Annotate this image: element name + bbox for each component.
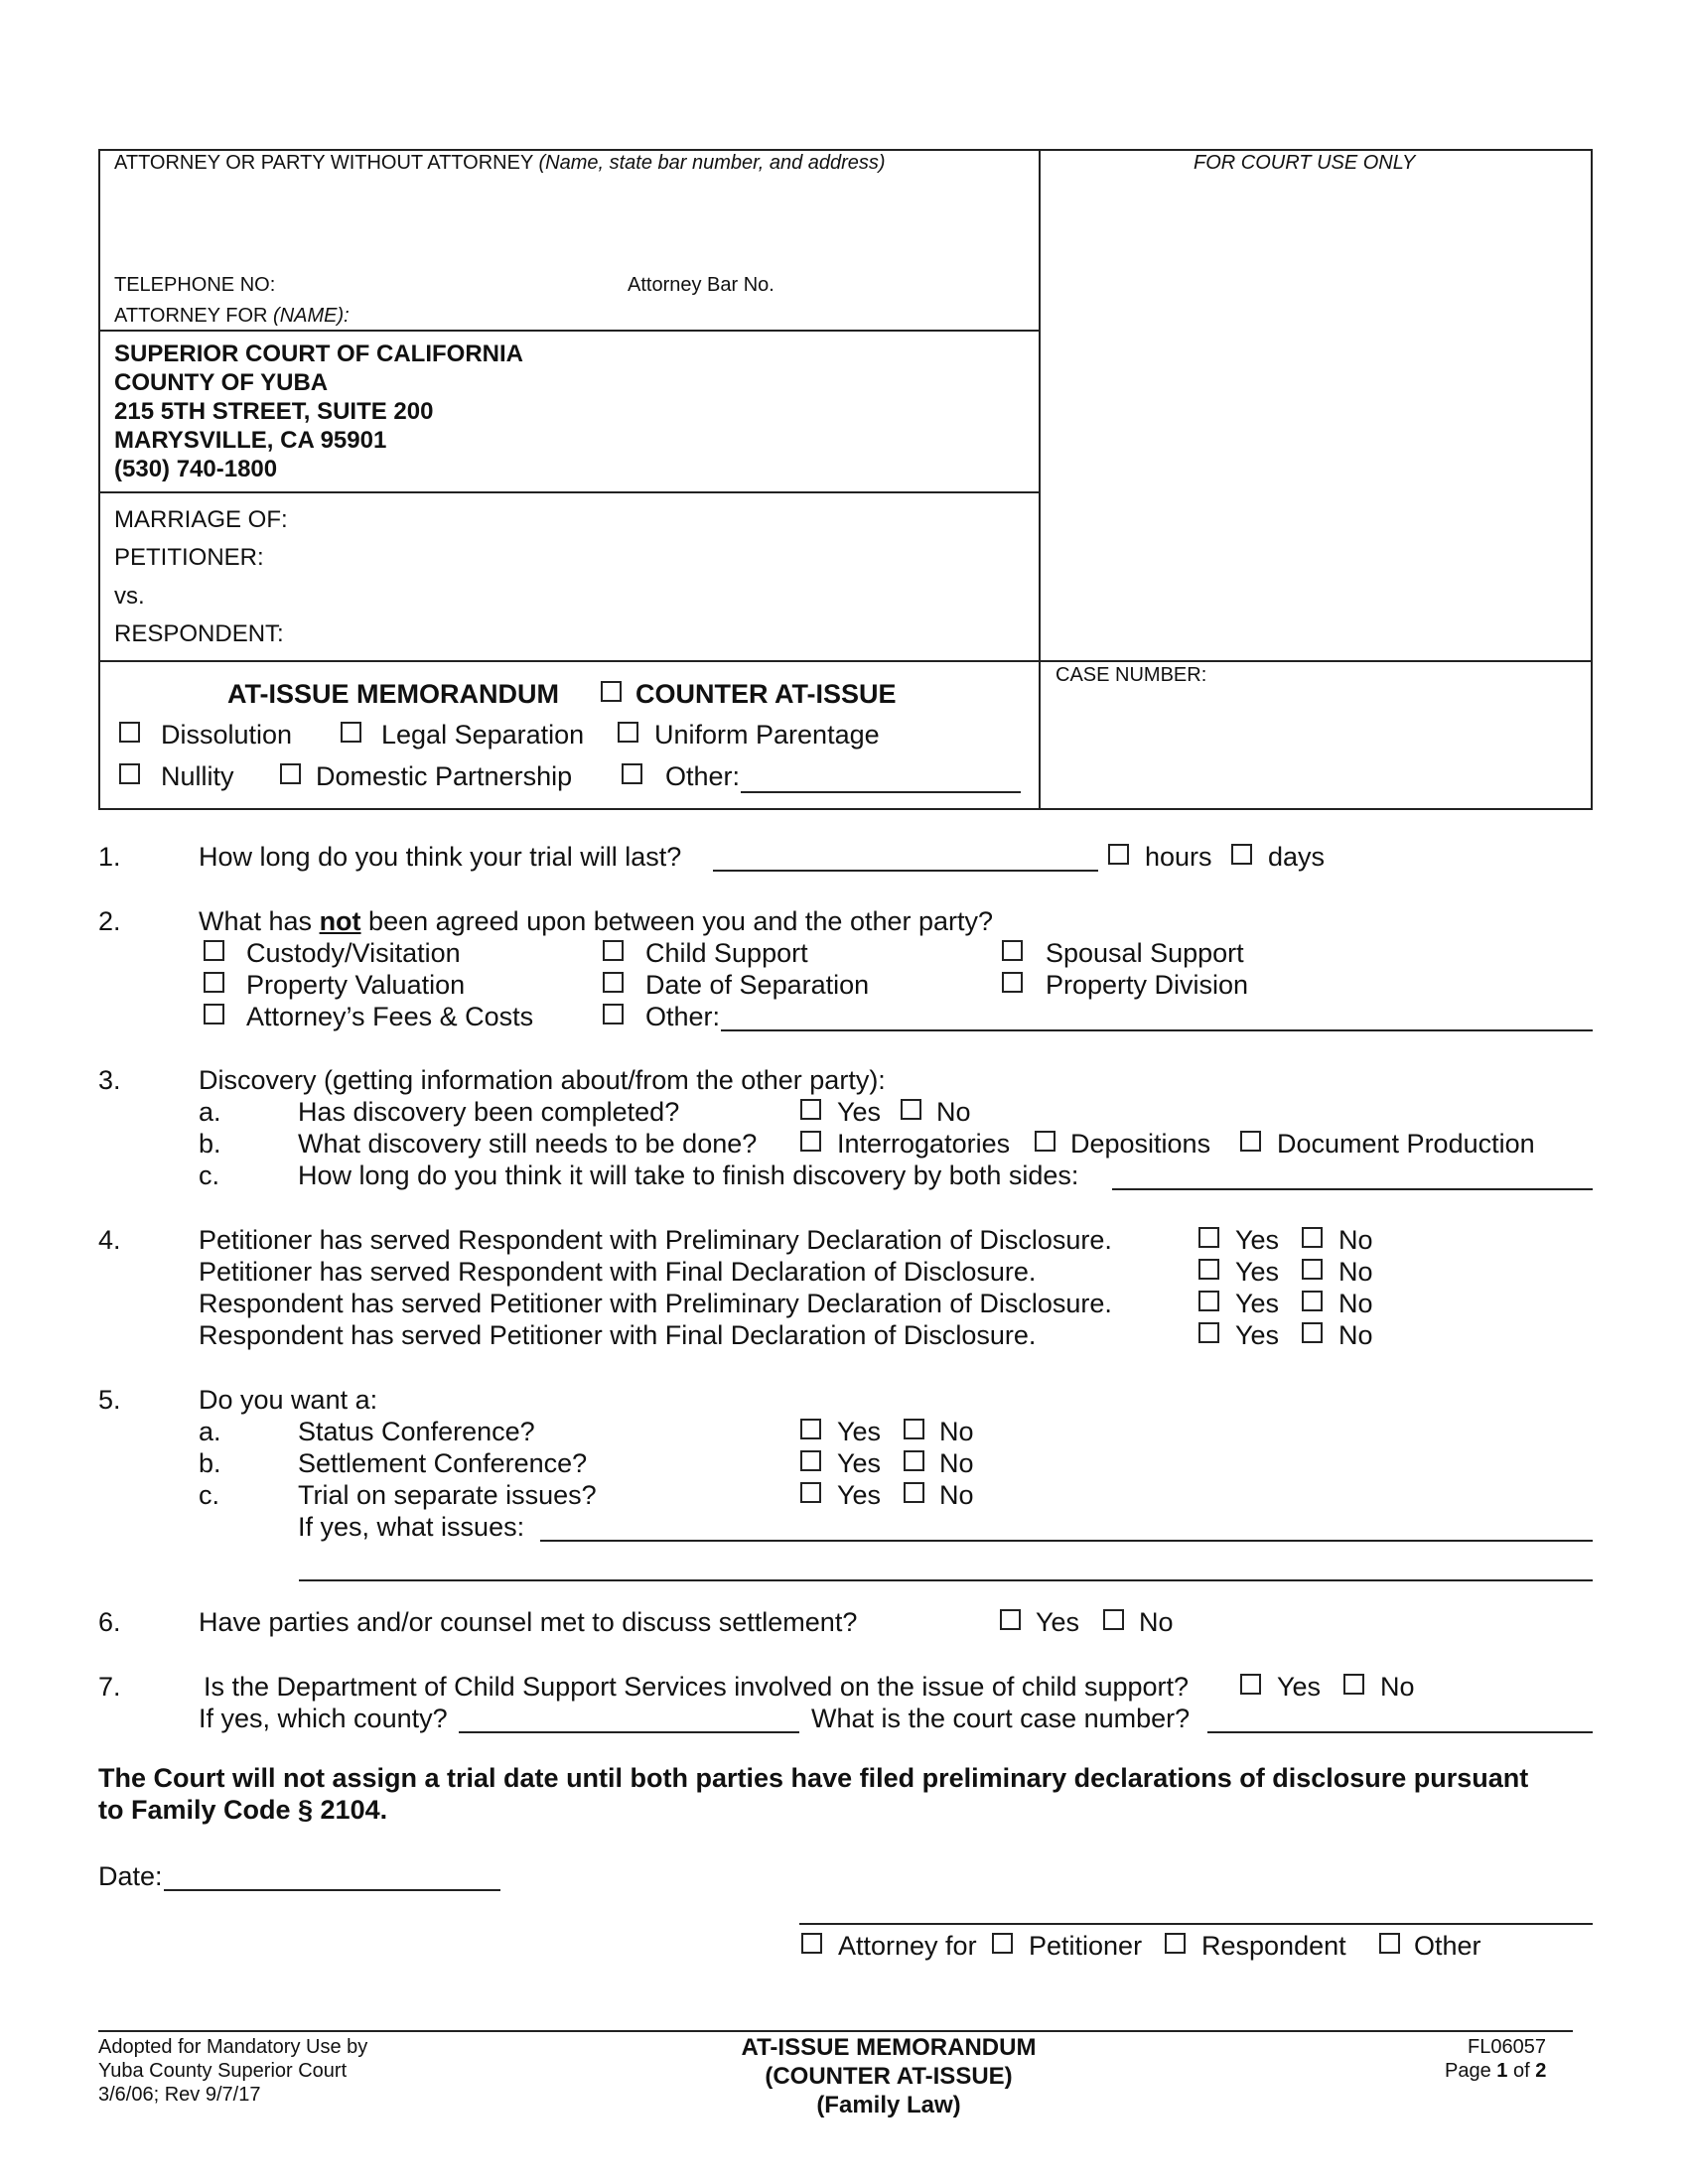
property-division-checkbox[interactable] xyxy=(1002,972,1023,993)
attorney-for-text: ATTORNEY FOR xyxy=(114,305,268,327)
q5b-text: Settlement Conference? xyxy=(298,1448,588,1478)
q6-text: Have parties and/or counsel met to discuss settlement? xyxy=(199,1607,858,1637)
case-number-label: CASE NUMBER: xyxy=(1055,664,1207,686)
q5c-letter: c. xyxy=(199,1480,220,1510)
date-of-separation-label: Date of Separation xyxy=(645,970,870,1000)
q4-2-no-label: No xyxy=(1338,1257,1373,1287)
notice-line-1: The Court will not assign a trial date until both parties have filed preliminary declarations of disclosure pursuant xyxy=(98,1763,1529,1793)
document-production-label: Document Production xyxy=(1277,1129,1535,1159)
attorney-label-text: ATTORNEY OR PARTY WITHOUT ATTORNEY xyxy=(114,152,533,174)
sig-respondent-label: Respondent xyxy=(1201,1931,1346,1961)
q6-yes-checkbox[interactable] xyxy=(1000,1609,1021,1630)
q5a-yes-label: Yes xyxy=(837,1417,882,1446)
q7-no-checkbox[interactable] xyxy=(1343,1674,1364,1695)
q4-1-yes-checkbox[interactable] xyxy=(1198,1227,1219,1248)
other-case-type-label: Other: xyxy=(665,761,741,791)
hours-checkbox[interactable] xyxy=(1108,844,1129,865)
bar-number-label: Attorney Bar No. xyxy=(628,274,774,296)
q4-2-yes-checkbox[interactable] xyxy=(1198,1259,1219,1280)
sig-respondent-checkbox[interactable] xyxy=(1165,1933,1186,1954)
q3-number: 3. xyxy=(98,1065,121,1095)
q2-text-emphasis: not xyxy=(319,906,361,936)
date-label: Date: xyxy=(98,1861,163,1891)
footer-adopted-line-3: 3/6/06; Rev 9/7/17 xyxy=(98,2084,261,2106)
page-indicator xyxy=(1445,2060,1546,2083)
q3c-text: How long do you think it will take to finish discovery by both sides: xyxy=(298,1160,1079,1190)
q4-1-yes-label: Yes xyxy=(1235,1225,1280,1255)
footer-title-line-2: (COUNTER AT-ISSUE) xyxy=(765,2063,1013,2090)
q1-number: 1. xyxy=(98,842,121,872)
q7-yes-checkbox[interactable] xyxy=(1240,1674,1261,1695)
q5c-no-checkbox[interactable] xyxy=(904,1482,924,1503)
q4-2-no-checkbox[interactable] xyxy=(1302,1259,1323,1280)
interrogatories-checkbox[interactable] xyxy=(800,1131,821,1152)
attorney-for-name-hint: (NAME): xyxy=(273,305,350,327)
footer-adopted-line-2: Yuba County Superior Court xyxy=(98,2060,348,2082)
q5b-yes-checkbox[interactable] xyxy=(800,1450,821,1471)
q3a-yes-checkbox[interactable] xyxy=(800,1099,821,1120)
q5-issues-field-1[interactable] xyxy=(540,1540,1593,1542)
q2-text xyxy=(199,906,993,937)
q3a-no-checkbox[interactable] xyxy=(901,1099,921,1120)
property-valuation-checkbox[interactable] xyxy=(204,972,224,993)
q5b-no-checkbox[interactable] xyxy=(904,1450,924,1471)
legal-separation-checkbox[interactable] xyxy=(341,722,361,743)
sig-petitioner-label: Petitioner xyxy=(1029,1931,1143,1961)
child-support-checkbox[interactable] xyxy=(603,940,624,961)
other-case-type-field[interactable] xyxy=(741,791,1021,793)
q7-case-number-label: What is the court case number? xyxy=(811,1704,1191,1733)
footer-title-line-3: (Family Law) xyxy=(816,2092,961,2118)
court-address-line-1: 215 5TH STREET, SUITE 200 xyxy=(114,398,434,425)
attorney-for-checkbox[interactable] xyxy=(801,1933,822,1954)
q5a-no-label: No xyxy=(939,1417,974,1446)
q4-line-2: Petitioner has served Respondent with Final Declaration of Disclosure. xyxy=(199,1257,1037,1287)
attorney-label-note: (Name, state bar number, and address) xyxy=(538,152,886,174)
legal-separation-label: Legal Separation xyxy=(381,720,585,750)
q2-number: 2. xyxy=(98,906,121,936)
q6-number: 6. xyxy=(98,1607,121,1637)
q3a-yes-label: Yes xyxy=(837,1097,882,1127)
court-phone: (530) 740-1800 xyxy=(114,456,278,482)
footer-adopted-line-1: Adopted for Mandatory Use by xyxy=(98,2036,368,2058)
q5a-text: Status Conference? xyxy=(298,1417,535,1446)
counter-at-issue-label: COUNTER AT-ISSUE xyxy=(635,679,897,709)
q7-county-label: If yes, which county? xyxy=(199,1704,448,1733)
date-of-separation-checkbox[interactable] xyxy=(603,972,624,993)
court-address-line-2: MARYSVILLE, CA 95901 xyxy=(114,427,387,454)
q5b-letter: b. xyxy=(199,1448,221,1478)
q4-3-no-label: No xyxy=(1338,1289,1373,1318)
q3a-text: Has discovery been completed? xyxy=(298,1097,680,1127)
custody-visitation-checkbox[interactable] xyxy=(204,940,224,961)
telephone-label: TELEPHONE NO: xyxy=(114,274,276,296)
q5a-yes-checkbox[interactable] xyxy=(800,1419,821,1439)
petitioner-label: PETITIONER: xyxy=(114,544,264,571)
court-use-label: FOR COURT USE ONLY xyxy=(1194,152,1416,174)
footer-title-line-1: AT-ISSUE MEMORANDUM xyxy=(741,2034,1037,2061)
q4-4-no-label: No xyxy=(1338,1320,1373,1350)
days-checkbox[interactable] xyxy=(1231,844,1252,865)
q1-text: How long do you think your trial will last? xyxy=(199,842,682,872)
trial-length-field[interactable] xyxy=(713,870,1098,872)
q6-yes-label: Yes xyxy=(1036,1607,1080,1637)
form-id: FL06057 xyxy=(1468,2036,1546,2058)
vs-label: vs. xyxy=(114,583,145,610)
q5c-yes-label: Yes xyxy=(837,1480,882,1510)
q5-text: Do you want a: xyxy=(199,1385,378,1415)
footer-rule xyxy=(98,2030,1573,2032)
q7-text: Is the Department of Child Support Services involved on the issue of child support? xyxy=(204,1672,1190,1702)
q6-no-checkbox[interactable] xyxy=(1103,1609,1124,1630)
dissolution-checkbox[interactable] xyxy=(119,722,140,743)
page-of: of xyxy=(1507,2060,1536,2082)
q2-text-post: been agreed upon between you and the other party? xyxy=(360,906,994,936)
q4-line-3: Respondent has served Petitioner with Preliminary Declaration of Disclosure. xyxy=(199,1289,1112,1318)
q4-4-yes-label: Yes xyxy=(1235,1320,1280,1350)
counter-at-issue-checkbox[interactable] xyxy=(601,681,622,702)
attorney-for-sig-label: Attorney for xyxy=(838,1931,977,1961)
q5-number: 5. xyxy=(98,1385,121,1415)
signature-line[interactable] xyxy=(799,1923,1593,1925)
q4-1-no-checkbox[interactable] xyxy=(1302,1227,1323,1248)
q7-case-number-field[interactable] xyxy=(1207,1731,1593,1733)
q5a-no-checkbox[interactable] xyxy=(904,1419,924,1439)
page-prefix: Page xyxy=(1445,2060,1497,2082)
q5-issues-field-2[interactable] xyxy=(299,1579,1593,1581)
q4-4-no-checkbox[interactable] xyxy=(1302,1322,1323,1343)
attorney-for-label xyxy=(114,305,350,328)
q4-line-1: Petitioner has served Respondent with Preliminary Declaration of Disclosure. xyxy=(199,1225,1112,1255)
q2-other-label: Other: xyxy=(645,1002,721,1031)
q5b-yes-label: Yes xyxy=(837,1448,882,1478)
q2-other-checkbox[interactable] xyxy=(603,1004,624,1024)
q5c-text: Trial on separate issues? xyxy=(298,1480,597,1510)
q3b-text: What discovery still needs to be done? xyxy=(298,1129,758,1159)
attorney-fees-label: Attorney’s Fees & Costs xyxy=(246,1002,534,1031)
discovery-duration-field[interactable] xyxy=(1112,1188,1593,1190)
q5a-letter: a. xyxy=(199,1417,221,1446)
q5c-no-label: No xyxy=(939,1480,974,1510)
memo-title: AT-ISSUE MEMORANDUM xyxy=(227,679,559,709)
q4-3-no-checkbox[interactable] xyxy=(1302,1291,1323,1311)
q5c-yes-checkbox[interactable] xyxy=(800,1482,821,1503)
marriage-of-label: MARRIAGE OF: xyxy=(114,506,288,533)
q3a-no-label: No xyxy=(936,1097,971,1127)
q7-number: 7. xyxy=(98,1672,121,1702)
footer-title xyxy=(635,2034,1142,2120)
spousal-support-checkbox[interactable] xyxy=(1002,940,1023,961)
q5b-no-label: No xyxy=(939,1448,974,1478)
sig-petitioner-checkbox[interactable] xyxy=(992,1933,1013,1954)
custody-visitation-label: Custody/Visitation xyxy=(246,938,461,968)
q4-line-4: Respondent has served Petitioner with Final Declaration of Disclosure. xyxy=(199,1320,1037,1350)
nullity-checkbox[interactable] xyxy=(119,763,140,784)
dissolution-label: Dissolution xyxy=(161,720,293,750)
domestic-partnership-label: Domestic Partnership xyxy=(316,761,573,791)
sig-other-label: Other xyxy=(1414,1931,1481,1961)
depositions-checkbox[interactable] xyxy=(1035,1131,1055,1152)
interrogatories-label: Interrogatories xyxy=(837,1129,1011,1159)
respondent-label: RESPONDENT: xyxy=(114,620,284,647)
spousal-support-label: Spousal Support xyxy=(1046,938,1244,968)
days-label: days xyxy=(1268,842,1326,872)
q5-if-yes-label: If yes, what issues: xyxy=(298,1512,525,1542)
q7-no-label: No xyxy=(1380,1672,1415,1702)
q4-2-yes-label: Yes xyxy=(1235,1257,1280,1287)
depositions-label: Depositions xyxy=(1070,1129,1211,1159)
domestic-partnership-checkbox[interactable] xyxy=(280,763,301,784)
q7-yes-label: Yes xyxy=(1277,1672,1322,1702)
q3-text: Discovery (getting information about/from the other party): xyxy=(199,1065,886,1095)
q3b-letter: b. xyxy=(199,1129,221,1159)
nullity-label: Nullity xyxy=(161,761,234,791)
sig-other-checkbox[interactable] xyxy=(1379,1933,1400,1954)
q2-text-pre: What has xyxy=(199,906,320,936)
uniform-parentage-checkbox[interactable] xyxy=(618,722,638,743)
property-division-label: Property Division xyxy=(1046,970,1249,1000)
q4-3-yes-label: Yes xyxy=(1235,1289,1280,1318)
notice-line-2: to Family Code § 2104. xyxy=(98,1795,388,1825)
court-name-line-2: COUNTY OF YUBA xyxy=(114,369,329,396)
attorney-label xyxy=(114,152,886,175)
uniform-parentage-label: Uniform Parentage xyxy=(654,720,880,750)
q4-4-yes-checkbox[interactable] xyxy=(1198,1322,1219,1343)
q4-1-no-label: No xyxy=(1338,1225,1373,1255)
q4-3-yes-checkbox[interactable] xyxy=(1198,1291,1219,1311)
hours-label: hours xyxy=(1145,842,1212,872)
q7-county-field[interactable] xyxy=(459,1731,799,1733)
other-case-type-checkbox[interactable] xyxy=(622,763,642,784)
child-support-label: Child Support xyxy=(645,938,808,968)
q3a-letter: a. xyxy=(199,1097,221,1127)
q2-other-field[interactable] xyxy=(721,1029,1593,1031)
document-production-checkbox[interactable] xyxy=(1240,1131,1261,1152)
q6-no-label: No xyxy=(1139,1607,1174,1637)
q4-number: 4. xyxy=(98,1225,121,1255)
attorney-fees-checkbox[interactable] xyxy=(204,1004,224,1024)
court-name-line-1: SUPERIOR COURT OF CALIFORNIA xyxy=(114,341,523,367)
page-number: 1 xyxy=(1496,2060,1508,2082)
q3c-letter: c. xyxy=(199,1160,220,1190)
date-field[interactable] xyxy=(164,1889,500,1891)
property-valuation-label: Property Valuation xyxy=(246,970,466,1000)
page-total: 2 xyxy=(1535,2060,1547,2082)
